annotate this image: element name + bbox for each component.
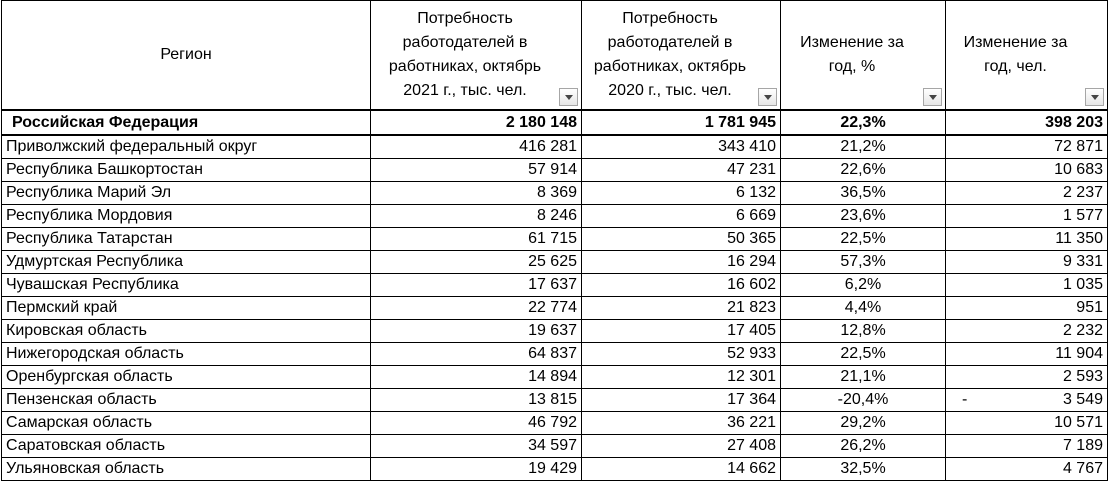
column-header-change-pct <box>781 1 946 111</box>
demand-2021-cell: 25 625 <box>371 251 582 274</box>
change-pct-cell: 57,3% <box>781 251 946 274</box>
change-abs-cell: 72 871 <box>946 135 1108 159</box>
demand-2021-cell: 61 715 <box>371 228 582 251</box>
table-row <box>2 251 1108 274</box>
demand-2020-cell: 52 933 <box>582 343 781 366</box>
demand-2020-cell: 50 365 <box>582 228 781 251</box>
table-row <box>2 435 1108 458</box>
table-row <box>2 412 1108 435</box>
demand-2021-cell: 64 837 <box>371 343 582 366</box>
table-row <box>2 458 1108 481</box>
change-abs-cell: 2 237 <box>946 182 1108 205</box>
column-header-region <box>2 1 371 111</box>
table-row <box>2 274 1108 297</box>
filter-dropdown-icon[interactable] <box>559 88 578 106</box>
change-pct-cell: 29,2% <box>781 412 946 435</box>
region-cell: Пермский край <box>2 297 371 320</box>
demand-2021-cell: 13 815 <box>371 389 582 412</box>
change-pct-cell: 21,2% <box>781 135 946 159</box>
demand-2020-cell: 27 408 <box>582 435 781 458</box>
header-row <box>2 1 1108 111</box>
change-abs-cell: 10 683 <box>946 159 1108 182</box>
change-pct-cell: 23,6% <box>781 205 946 228</box>
demand-2021-cell: 46 792 <box>371 412 582 435</box>
region-cell: Удмуртская Республика <box>2 251 371 274</box>
demand-2020-cell: 16 602 <box>582 274 781 297</box>
change-abs-value: 3 549 <box>1062 391 1103 408</box>
region-cell: Российская Федерация <box>2 110 371 135</box>
demand-2020-cell: 6 669 <box>582 205 781 228</box>
total-row <box>2 110 1108 135</box>
change-pct-cell: 6,2% <box>781 274 946 297</box>
change-pct-cell: 22,6% <box>781 159 946 182</box>
region-cell: Нижегородская область <box>2 343 371 366</box>
region-cell: Приволжский федеральный округ <box>2 135 371 159</box>
table-row <box>2 135 1108 159</box>
change-abs-cell: 10 571 <box>946 412 1108 435</box>
change-pct-cell: 26,2% <box>781 435 946 458</box>
demand-2020-cell: 14 662 <box>582 458 781 481</box>
region-cell: Республика Башкортостан <box>2 159 371 182</box>
table-row <box>2 366 1108 389</box>
demand-2020-cell: 47 231 <box>582 159 781 182</box>
column-header-label: Изменение за год, % <box>800 34 904 75</box>
change-pct-cell: 22,5% <box>781 228 946 251</box>
demand-2021-cell: 22 774 <box>371 297 582 320</box>
change-abs-cell: 9 331 <box>946 251 1108 274</box>
demand-2021-cell: 34 597 <box>371 435 582 458</box>
region-cell: Чувашская Республика <box>2 274 371 297</box>
region-cell: Ульяновская область <box>2 458 371 481</box>
change-pct-cell: 22,3% <box>781 110 946 135</box>
demand-2021-cell: 8 369 <box>371 182 582 205</box>
demand-2021-cell: 19 637 <box>371 320 582 343</box>
demand-2020-cell: 343 410 <box>582 135 781 159</box>
region-cell: Саратовская область <box>2 435 371 458</box>
demand-2021-cell: 57 914 <box>371 159 582 182</box>
column-header-change-abs <box>946 1 1108 111</box>
regional-demand-table <box>1 0 1108 481</box>
change-abs-cell: 11 904 <box>946 343 1108 366</box>
column-header-demand-2020 <box>582 1 781 111</box>
table-row <box>2 159 1108 182</box>
change-abs-cell: 4 767 <box>946 458 1108 481</box>
demand-2020-cell: 12 301 <box>582 366 781 389</box>
column-header-label: Потребность работодателей в работниках, октябрь 2020 г., тыс. чел. <box>593 10 747 99</box>
change-pct-cell: 22,5% <box>781 343 946 366</box>
change-pct-cell: -20,4% <box>781 389 946 412</box>
region-cell: Самарская область <box>2 412 371 435</box>
demand-2020-cell: 1 781 945 <box>582 110 781 135</box>
column-header-demand-2021 <box>371 1 582 111</box>
table-row <box>2 205 1108 228</box>
demand-2021-cell: 17 637 <box>371 274 582 297</box>
region-cell: Пензенская область <box>2 389 371 412</box>
region-cell: Республика Мордовия <box>2 205 371 228</box>
demand-2020-cell: 36 221 <box>582 412 781 435</box>
table-row <box>2 228 1108 251</box>
change-pct-cell: 36,5% <box>781 182 946 205</box>
filter-dropdown-icon[interactable] <box>758 88 777 106</box>
demand-2020-cell: 16 294 <box>582 251 781 274</box>
change-abs-cell: 2 593 <box>946 366 1108 389</box>
change-abs-cell: 951 <box>946 297 1108 320</box>
demand-2021-cell: 14 894 <box>371 366 582 389</box>
demand-2021-cell: 2 180 148 <box>371 110 582 135</box>
column-header-label: Потребность работодателей в работниках, октябрь 2021 г., тыс. чел. <box>388 10 542 99</box>
filter-dropdown-icon[interactable] <box>1085 88 1104 106</box>
table-row <box>2 343 1108 366</box>
table-row <box>2 389 1108 412</box>
demand-2020-cell: 17 364 <box>582 389 781 412</box>
change-abs-cell: 7 189 <box>946 435 1108 458</box>
change-abs-cell: 398 203 <box>946 110 1108 135</box>
demand-2021-cell: 416 281 <box>371 135 582 159</box>
change-pct-cell: 12,8% <box>781 320 946 343</box>
table-row <box>2 297 1108 320</box>
change-abs-cell: 1 035 <box>946 274 1108 297</box>
region-cell: Оренбургская область <box>2 366 371 389</box>
change-pct-cell: 32,5% <box>781 458 946 481</box>
filter-dropdown-icon[interactable] <box>923 88 942 106</box>
table-row <box>2 182 1108 205</box>
demand-2020-cell: 6 132 <box>582 182 781 205</box>
table-row <box>2 320 1108 343</box>
demand-2021-cell: 8 246 <box>371 205 582 228</box>
demand-2021-cell: 19 429 <box>371 458 582 481</box>
region-cell: Кировская область <box>2 320 371 343</box>
change-abs-cell <box>946 389 1108 412</box>
column-header-label: Регион <box>160 46 212 63</box>
region-cell: Республика Марий Эл <box>2 182 371 205</box>
change-abs-cell: 11 350 <box>946 228 1108 251</box>
region-cell: Республика Татарстан <box>2 228 371 251</box>
change-pct-cell: 4,4% <box>781 297 946 320</box>
change-abs-cell: 2 232 <box>946 320 1108 343</box>
demand-2020-cell: 17 405 <box>582 320 781 343</box>
column-header-label: Изменение за год, чел. <box>963 34 1068 75</box>
negative-sign: - <box>962 391 968 408</box>
change-pct-cell: 21,1% <box>781 366 946 389</box>
change-abs-cell: 1 577 <box>946 205 1108 228</box>
demand-2020-cell: 21 823 <box>582 297 781 320</box>
